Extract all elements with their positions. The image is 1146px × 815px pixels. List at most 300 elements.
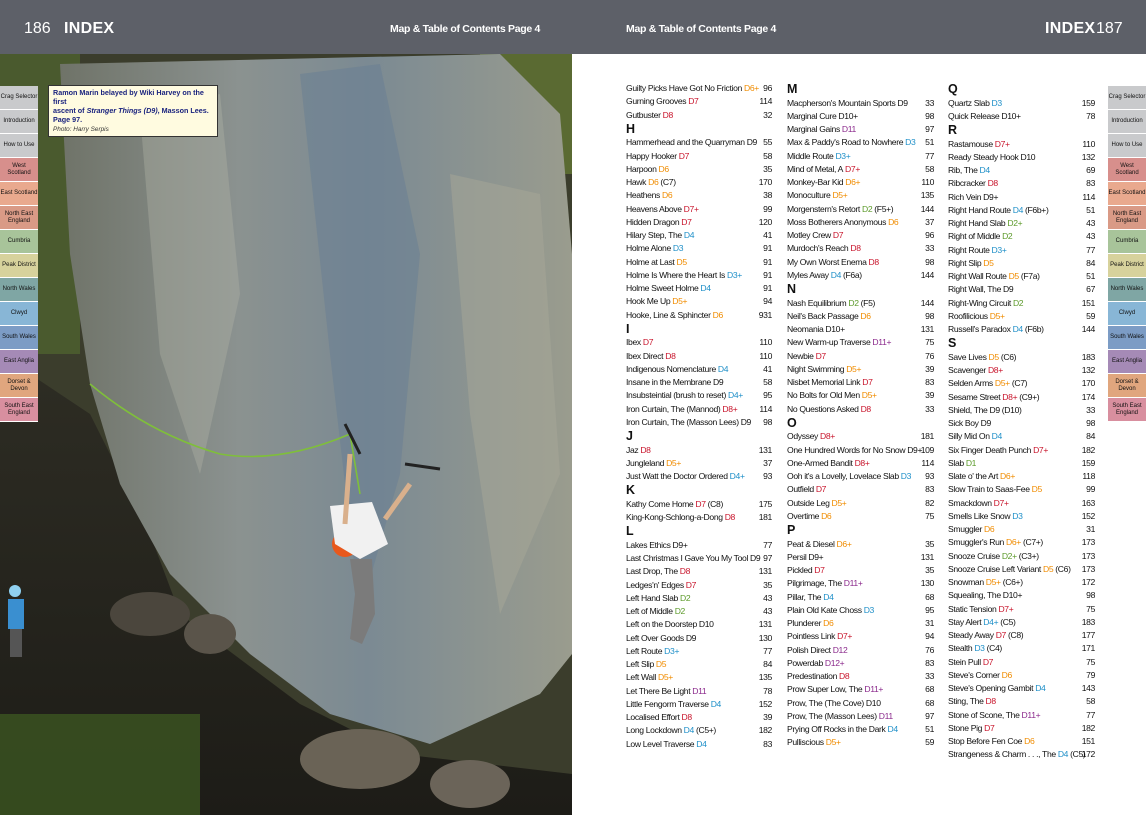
index-entry[interactable] <box>626 671 772 684</box>
index-entry[interactable] <box>787 736 934 749</box>
left-map-link[interactable]: Map & Table of Contents Page 4 <box>390 23 541 35</box>
index-entry[interactable] <box>948 576 1095 589</box>
index-entry[interactable] <box>626 457 772 470</box>
route-name: Just Watt the Doctor Ordered <box>626 471 728 481</box>
route-page-number: 182 <box>758 725 772 736</box>
region-tab[interactable]: South Wales <box>1108 326 1146 350</box>
index-entry[interactable] <box>787 430 934 443</box>
index-entry[interactable] <box>787 216 934 229</box>
route-grade: D4 <box>710 698 721 709</box>
route-page-number: 110 <box>921 177 934 187</box>
route-grade: D6 <box>1001 669 1012 680</box>
index-entry[interactable] <box>626 95 772 108</box>
index-entry[interactable] <box>626 579 772 592</box>
index-entry[interactable] <box>787 444 934 457</box>
index-entry[interactable] <box>626 350 772 363</box>
index-entry[interactable] <box>626 416 772 429</box>
left-page-title: INDEX <box>64 20 115 37</box>
index-letter-heading: N <box>787 282 797 296</box>
index-entry[interactable] <box>626 511 772 524</box>
index-entry[interactable] <box>948 430 1095 443</box>
index-entry[interactable] <box>787 697 934 710</box>
index-entry[interactable] <box>787 163 934 176</box>
route-page-number: 58 <box>925 163 934 174</box>
index-entry[interactable] <box>626 269 772 282</box>
index-entry[interactable] <box>948 457 1095 470</box>
index-entry[interactable] <box>948 722 1095 735</box>
route-grade: D11 <box>692 685 707 696</box>
index-entry[interactable] <box>948 297 1095 310</box>
region-tab[interactable]: Clwyd <box>0 302 38 326</box>
index-entry[interactable] <box>787 403 934 416</box>
index-entry[interactable] <box>948 270 1095 283</box>
route-name: Odyssey <box>787 431 818 442</box>
index-entry[interactable] <box>626 150 772 163</box>
index-entry[interactable] <box>626 176 772 189</box>
route-page-number: 132 <box>1081 365 1095 375</box>
index-letter-heading: P <box>787 523 796 537</box>
index-entry[interactable] <box>787 97 934 110</box>
route-name: New Warm-up Traverse <box>787 337 871 348</box>
index-entry[interactable] <box>626 470 772 483</box>
index-letter-heading: S <box>948 336 957 351</box>
index-entry[interactable] <box>626 724 772 737</box>
route-name: King-Kong-Schlong-a-Dong <box>626 512 723 522</box>
index-column-2 <box>787 82 934 750</box>
index-entry[interactable] <box>948 244 1095 257</box>
index-entry[interactable] <box>787 363 934 376</box>
route-grade: D8 <box>662 109 673 120</box>
route-grade: D6+ <box>1005 537 1021 548</box>
index-entry[interactable] <box>787 510 934 523</box>
route-grade: D3 <box>1012 510 1023 521</box>
index-entry[interactable] <box>787 242 934 255</box>
index-entry[interactable] <box>626 658 772 671</box>
route-name: Snooze Cruise <box>948 550 1000 561</box>
index-entry[interactable] <box>626 109 772 122</box>
region-tab[interactable]: East Anglia <box>1108 350 1146 374</box>
route-name: Guilty Picks Have Got No Friction <box>626 83 742 93</box>
route-name: Nisbet Memorial Link <box>787 377 861 387</box>
route-grade: D3 <box>905 137 916 148</box>
route-page-number: 84 <box>1086 257 1095 268</box>
index-entry[interactable] <box>948 204 1095 217</box>
route-name: Holme Sweet Holme <box>626 283 699 293</box>
caption-line-2-prefix: ascent of <box>53 106 87 115</box>
route-name: Prying Off Rocks in the Dark <box>787 724 886 734</box>
index-entry[interactable] <box>948 669 1095 682</box>
route-grade: D7 <box>678 150 690 161</box>
region-tab[interactable]: East Scotland <box>1108 182 1146 206</box>
index-entry[interactable] <box>787 617 934 630</box>
index-entry[interactable] <box>948 191 1095 204</box>
index-entry[interactable] <box>948 310 1095 323</box>
index-entry[interactable] <box>787 470 934 483</box>
index-entry[interactable] <box>787 591 934 604</box>
index-entry[interactable] <box>626 189 772 202</box>
index-letter-heading: H <box>626 121 636 136</box>
route-name: Ribcracker <box>948 178 986 189</box>
index-entry[interactable] <box>787 457 934 470</box>
route-grade: D4 <box>683 725 694 736</box>
route-grade: D5+ <box>831 497 847 508</box>
route-page-number: 98 <box>925 256 934 267</box>
index-entry[interactable] <box>626 645 772 658</box>
route-name: Neomania <box>787 324 824 334</box>
index-entry[interactable] <box>787 176 934 189</box>
index-entry[interactable] <box>948 536 1095 549</box>
index-entry[interactable] <box>948 497 1095 510</box>
region-tab[interactable]: South East England <box>0 398 38 422</box>
index-entry[interactable] <box>948 483 1095 496</box>
route-page-number: 182 <box>1081 444 1095 455</box>
index-entry[interactable] <box>948 323 1095 336</box>
route-name: Six Finger Death Punch <box>948 444 1032 455</box>
route-grade: D2+ <box>1001 550 1017 561</box>
route-page-number: 132 <box>1081 151 1095 162</box>
index-entry[interactable] <box>626 444 772 457</box>
region-tab[interactable]: Dorset & Devon <box>1108 374 1146 398</box>
route-grade: D10+ <box>825 324 845 334</box>
route-page-number: 59 <box>1086 310 1095 321</box>
index-entry[interactable] <box>787 551 934 564</box>
route-alt-grade: (F6b) <box>1024 324 1044 334</box>
route-page-number: 67 <box>1086 284 1095 295</box>
index-entry[interactable] <box>787 710 934 723</box>
region-tab[interactable]: North Wales <box>0 278 38 302</box>
route-name: Marginal Gains <box>787 124 840 134</box>
region-tab[interactable]: South Wales <box>0 326 38 350</box>
index-entry[interactable] <box>787 203 934 216</box>
index-entry[interactable] <box>626 565 772 578</box>
route-grade: D7+ <box>998 603 1014 614</box>
route-name: Stop Before Fen Coe <box>948 736 1023 746</box>
region-tab[interactable]: Peak District <box>1108 254 1146 278</box>
index-entry[interactable] <box>948 444 1095 457</box>
index-entry[interactable] <box>948 351 1095 364</box>
index-entry[interactable] <box>626 242 772 255</box>
index-entry[interactable] <box>787 297 934 310</box>
region-tab[interactable]: West Scotland <box>1108 158 1146 182</box>
region-tab[interactable]: Clwyd <box>1108 302 1146 326</box>
index-letter-heading: L <box>626 524 634 539</box>
route-name: Left Wall <box>626 672 656 683</box>
index-entry[interactable] <box>948 709 1095 722</box>
route-page-number: 99 <box>763 203 772 214</box>
region-tab[interactable]: Introduction <box>0 110 38 134</box>
index-entry[interactable] <box>626 592 772 605</box>
index-entry[interactable] <box>626 295 772 308</box>
index-entry[interactable] <box>787 310 934 323</box>
route-page-number: 91 <box>763 283 772 293</box>
route-grade: D9 <box>740 416 751 427</box>
route-name: Localised Effort <box>626 712 680 722</box>
route-grade: D5+ <box>672 296 688 307</box>
index-entry[interactable] <box>948 151 1095 164</box>
index-entry[interactable] <box>948 364 1095 377</box>
index-entry[interactable] <box>948 642 1095 655</box>
route-grade: D10 <box>865 697 881 708</box>
index-entry[interactable] <box>626 229 772 242</box>
index-entry[interactable] <box>626 539 772 552</box>
index-entry[interactable] <box>626 163 772 176</box>
route-name: Predestination <box>787 671 838 681</box>
route-name: Slow Train to Saas-Fee <box>948 484 1030 495</box>
route-page-number: 78 <box>763 685 772 696</box>
index-entry[interactable] <box>626 605 772 618</box>
route-name: Night Swimming <box>787 363 845 374</box>
index-entry[interactable] <box>787 657 934 670</box>
route-grade: D10 <box>1020 151 1036 162</box>
route-page-number: 98 <box>925 310 934 321</box>
route-grade: D8 <box>985 696 996 707</box>
index-entry[interactable] <box>626 389 772 402</box>
route-page-number: 135 <box>920 190 934 201</box>
index-entry[interactable] <box>948 510 1095 523</box>
route-grade: D4+ <box>727 390 743 401</box>
index-entry[interactable] <box>948 164 1095 177</box>
route-page-number: 131 <box>920 551 934 562</box>
index-entry[interactable] <box>948 550 1095 563</box>
index-entry[interactable] <box>948 97 1095 110</box>
route-grade: D9 <box>897 97 908 108</box>
route-grade: D11 <box>841 124 856 134</box>
region-tab[interactable]: North East England <box>0 206 38 230</box>
index-entry[interactable] <box>787 538 934 551</box>
index-column-1 <box>626 82 772 751</box>
route-grade: D2 <box>861 203 873 214</box>
route-grade: D5+ <box>832 190 848 201</box>
region-tab[interactable]: Cumbria <box>1108 230 1146 254</box>
route-grade: D6 <box>821 510 832 521</box>
region-tab[interactable]: Dorset & Devon <box>0 374 38 398</box>
region-tab[interactable]: East Scotland <box>0 182 38 206</box>
region-tab[interactable]: Cumbria <box>0 230 38 254</box>
index-entry[interactable] <box>948 603 1095 616</box>
index-entry[interactable] <box>787 110 934 123</box>
index-entry[interactable] <box>626 136 772 149</box>
region-tab[interactable]: East Anglia <box>0 350 38 374</box>
route-name: Insane in the Membrane <box>626 377 711 387</box>
index-entry[interactable] <box>948 230 1095 243</box>
region-tab[interactable]: North East England <box>1108 206 1146 230</box>
route-grade: D8 <box>850 243 861 254</box>
route-page-number: 130 <box>758 632 772 643</box>
index-entry[interactable] <box>626 632 772 645</box>
index-entry[interactable] <box>626 403 772 416</box>
photo-caption <box>48 85 218 137</box>
index-entry[interactable] <box>948 404 1095 417</box>
route-name: Jungleland <box>626 457 665 468</box>
route-name: Max & Paddy's Road to Nowhere <box>787 137 904 148</box>
region-tab[interactable]: Crag Selector <box>0 86 38 110</box>
index-entry[interactable] <box>626 376 772 389</box>
region-tab[interactable]: How to Use <box>1108 134 1146 158</box>
index-entry[interactable] <box>948 616 1095 629</box>
index-entry[interactable] <box>948 695 1095 708</box>
index-entry[interactable] <box>787 256 934 269</box>
index-entry[interactable] <box>626 738 772 751</box>
route-name: Ledges'n' Edges <box>626 579 684 590</box>
route-name: Holme Is Where the Heart Is <box>626 269 725 280</box>
index-entry[interactable] <box>626 282 772 295</box>
region-tab[interactable]: Introduction <box>1108 110 1146 134</box>
index-entry[interactable] <box>626 685 772 698</box>
index-entry[interactable] <box>626 363 772 376</box>
index-entry[interactable] <box>626 256 772 269</box>
index-entry[interactable] <box>948 563 1095 576</box>
route-grade: D7+ <box>837 631 853 642</box>
index-entry[interactable] <box>948 682 1095 695</box>
route-grade: D3 <box>900 471 912 481</box>
route-alt-grade: (C6+) <box>1002 577 1023 587</box>
route-page-number: 68 <box>925 684 934 695</box>
index-entry[interactable] <box>626 336 772 349</box>
index-entry[interactable] <box>787 229 934 242</box>
caption-route-name: Stranger Things (D9) <box>86 106 158 115</box>
route-name: Stein Pull <box>948 656 981 667</box>
route-page-number: 144 <box>920 297 934 308</box>
route-page-number: 94 <box>925 631 934 642</box>
index-entry[interactable] <box>787 483 934 496</box>
index-entry[interactable] <box>948 177 1095 190</box>
route-grade: D8 <box>987 178 998 189</box>
index-entry[interactable] <box>626 203 772 216</box>
index-entry[interactable] <box>948 138 1095 151</box>
index-entry[interactable] <box>948 417 1095 430</box>
index-entry[interactable] <box>626 309 772 322</box>
route-grade: D1 <box>965 457 977 468</box>
index-entry[interactable] <box>787 604 934 617</box>
index-entry[interactable] <box>948 589 1095 602</box>
route-page-number: 68 <box>925 591 934 602</box>
index-entry[interactable] <box>787 150 934 163</box>
index-entry[interactable] <box>626 82 772 95</box>
route-grade: D4 <box>823 591 834 602</box>
route-name: Monkey-Bar Kid <box>787 177 844 187</box>
region-tab[interactable]: North Wales <box>1108 278 1146 302</box>
route-name: Hidden Dragon <box>626 216 680 227</box>
index-entry[interactable] <box>787 670 934 683</box>
index-entry[interactable] <box>948 391 1095 404</box>
index-entry[interactable] <box>626 698 772 711</box>
route-page-number: 131 <box>758 444 772 455</box>
route-name: One Hundred Words for No Snow <box>787 444 906 455</box>
region-tab[interactable]: West Scotland <box>0 158 38 182</box>
route-grade: D6 <box>662 190 673 201</box>
route-alt-grade: (F6b+) <box>1025 204 1049 215</box>
index-entry[interactable] <box>948 748 1095 761</box>
route-grade: D2 <box>1002 231 1013 242</box>
index-entry[interactable] <box>787 389 934 402</box>
route-alt-grade: (F5) <box>860 297 876 308</box>
index-entry[interactable] <box>948 110 1095 123</box>
index-entry[interactable] <box>626 711 772 724</box>
route-grade: D6 <box>983 524 995 534</box>
route-name: Hook Me Up <box>626 296 671 307</box>
route-page-number: 84 <box>1086 431 1095 442</box>
index-entry[interactable] <box>787 376 934 389</box>
route-name: Moss Botherers Anonymous <box>787 216 887 227</box>
route-name: Stone Pig <box>948 722 983 733</box>
route-grade: D7 <box>685 579 697 590</box>
index-entry[interactable] <box>787 564 934 577</box>
route-name: Russell's Paradox <box>948 324 1011 334</box>
index-entry[interactable] <box>626 216 772 229</box>
route-page-number: 181 <box>758 512 772 522</box>
index-entry[interactable] <box>787 630 934 643</box>
index-entry[interactable] <box>787 350 934 363</box>
route-grade: D7 <box>814 565 825 575</box>
route-page-number: 75 <box>925 337 934 348</box>
index-entry[interactable] <box>787 577 934 590</box>
index-entry[interactable] <box>787 136 934 149</box>
index-entry[interactable] <box>948 377 1095 390</box>
index-entry[interactable] <box>787 323 934 336</box>
route-page-number: 33 <box>1086 404 1095 415</box>
index-entry[interactable] <box>948 629 1095 642</box>
route-grade: D11+ <box>843 578 863 589</box>
index-entry[interactable] <box>626 618 772 631</box>
route-name: Prow Super Low, The <box>787 684 863 695</box>
index-entry[interactable] <box>787 644 934 657</box>
index-entry[interactable] <box>787 123 934 136</box>
right-map-link[interactable]: Map & Table of Contents Page 4 <box>626 23 777 35</box>
region-tab[interactable]: South East England <box>1108 398 1146 422</box>
index-letter-heading: J <box>626 429 633 443</box>
index-entry[interactable] <box>948 656 1095 669</box>
index-entry[interactable] <box>787 269 934 282</box>
route-page-number: 76 <box>925 350 934 361</box>
index-entry[interactable] <box>787 723 934 736</box>
route-page-number: 39 <box>925 363 934 374</box>
index-entry[interactable] <box>626 552 772 565</box>
route-page-number: 173 <box>1081 550 1095 561</box>
index-entry[interactable] <box>948 470 1095 483</box>
route-grade: D4 <box>717 363 729 374</box>
route-name: Slab <box>948 457 964 468</box>
route-name: Monoculture <box>787 190 831 201</box>
route-grade: D8 <box>724 512 735 522</box>
route-page-number: 58 <box>763 150 772 161</box>
route-name: Ibex <box>626 337 641 348</box>
index-entry[interactable] <box>948 217 1095 230</box>
route-grade: D4 <box>683 230 695 240</box>
route-grade: D5 <box>1042 563 1054 574</box>
route-name: Pilgrimage, The <box>787 578 842 589</box>
route-name: Shield, The <box>948 404 988 415</box>
route-grade: D5+ <box>666 457 682 468</box>
region-tab[interactable]: Peak District <box>0 254 38 278</box>
route-grade: D8+ <box>1002 391 1018 402</box>
region-tab[interactable]: How to Use <box>0 134 38 158</box>
region-tab[interactable]: Crag Selector <box>1108 86 1146 110</box>
route-grade: D7+ <box>993 497 1009 508</box>
index-entry[interactable] <box>787 189 934 202</box>
index-entry[interactable] <box>626 498 772 511</box>
route-page-number: 41 <box>763 363 772 374</box>
index-entry[interactable] <box>948 283 1095 296</box>
index-entry[interactable] <box>948 257 1095 270</box>
index-entry[interactable] <box>787 497 934 510</box>
route-grade: D8 <box>665 350 676 361</box>
index-entry[interactable] <box>948 523 1095 536</box>
route-name: Left Over Goods <box>626 632 684 643</box>
index-entry[interactable] <box>787 336 934 349</box>
index-entry[interactable] <box>787 683 934 696</box>
route-page-number: 51 <box>1086 204 1095 215</box>
index-entry[interactable] <box>948 735 1095 748</box>
